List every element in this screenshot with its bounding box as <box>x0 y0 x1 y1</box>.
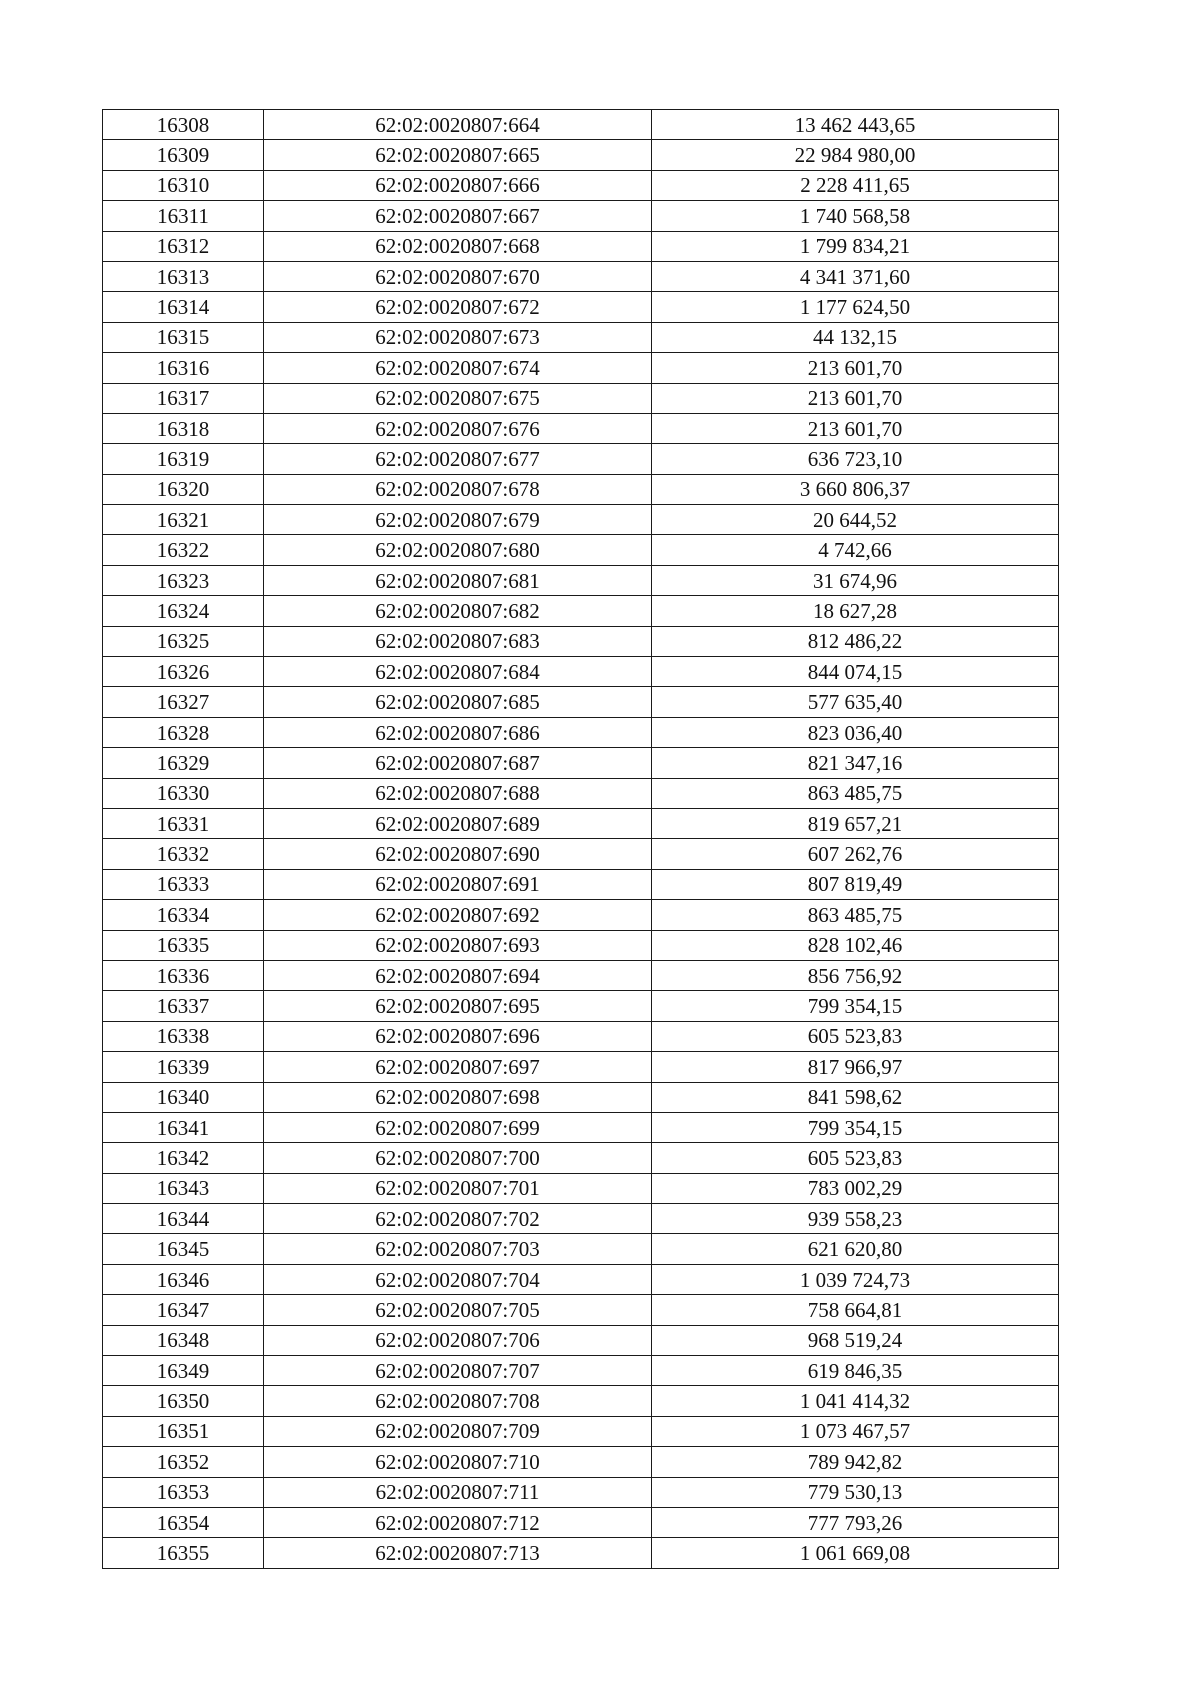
cadastral-value-cell: 31 674,96 <box>652 565 1059 595</box>
row-number-cell: 16337 <box>103 991 264 1021</box>
cadastral-value-cell: 213 601,70 <box>652 353 1059 383</box>
cadastral-number-cell: 62:02:0020807:686 <box>264 717 652 747</box>
cadastral-value-cell: 1 177 624,50 <box>652 292 1059 322</box>
cadastral-number-cell: 62:02:0020807:696 <box>264 1021 652 1051</box>
cadastral-value-cell: 812 486,22 <box>652 626 1059 656</box>
row-number-cell: 16351 <box>103 1416 264 1446</box>
table-row <box>103 505 1059 535</box>
cadastral-number-cell: 62:02:0020807:664 <box>264 110 652 140</box>
cadastral-number-cell: 62:02:0020807:668 <box>264 231 652 261</box>
cadastral-number-cell: 62:02:0020807:704 <box>264 1264 652 1294</box>
row-number-cell: 16346 <box>103 1264 264 1294</box>
cadastral-number-cell: 62:02:0020807:687 <box>264 748 652 778</box>
row-number-cell: 16311 <box>103 201 264 231</box>
table-row <box>103 474 1059 504</box>
cadastral-number-cell: 62:02:0020807:702 <box>264 1204 652 1234</box>
cadastral-value-cell: 605 523,83 <box>652 1143 1059 1173</box>
cadastral-value-cell: 863 485,75 <box>652 900 1059 930</box>
cadastral-value-cell: 856 756,92 <box>652 960 1059 990</box>
row-number-cell: 16328 <box>103 717 264 747</box>
cadastral-value-cell: 636 723,10 <box>652 444 1059 474</box>
table-row <box>103 991 1059 1021</box>
cadastral-value-cell: 807 819,49 <box>652 869 1059 899</box>
cadastral-number-cell: 62:02:0020807:690 <box>264 839 652 869</box>
table-row <box>103 626 1059 656</box>
row-number-cell: 16323 <box>103 565 264 595</box>
table-row <box>103 930 1059 960</box>
cadastral-number-cell: 62:02:0020807:689 <box>264 808 652 838</box>
table-row <box>103 596 1059 626</box>
row-number-cell: 16308 <box>103 110 264 140</box>
table-row <box>103 1477 1059 1507</box>
cadastral-value-cell: 799 354,15 <box>652 1112 1059 1142</box>
cadastral-value-cell: 844 074,15 <box>652 657 1059 687</box>
cadastral-number-cell: 62:02:0020807:698 <box>264 1082 652 1112</box>
table-row <box>103 1143 1059 1173</box>
cadastral-value-cell: 13 462 443,65 <box>652 110 1059 140</box>
cadastral-value-cell: 789 942,82 <box>652 1447 1059 1477</box>
cadastral-number-cell: 62:02:0020807:679 <box>264 505 652 535</box>
table-row <box>103 1021 1059 1051</box>
cadastral-value-cell: 817 966,97 <box>652 1052 1059 1082</box>
cadastral-number-cell: 62:02:0020807:682 <box>264 596 652 626</box>
table-row <box>103 383 1059 413</box>
cadastral-value-cell: 213 601,70 <box>652 383 1059 413</box>
table-row <box>103 1204 1059 1234</box>
table-row <box>103 322 1059 352</box>
cadastral-number-cell: 62:02:0020807:713 <box>264 1538 652 1568</box>
row-number-cell: 16342 <box>103 1143 264 1173</box>
cadastral-number-cell: 62:02:0020807:667 <box>264 201 652 231</box>
row-number-cell: 16334 <box>103 900 264 930</box>
row-number-cell: 16314 <box>103 292 264 322</box>
cadastral-number-cell: 62:02:0020807:683 <box>264 626 652 656</box>
cadastral-number-cell: 62:02:0020807:666 <box>264 170 652 200</box>
row-number-cell: 16318 <box>103 413 264 443</box>
cadastral-number-cell: 62:02:0020807:697 <box>264 1052 652 1082</box>
cadastral-value-cell: 799 354,15 <box>652 991 1059 1021</box>
cadastral-number-cell: 62:02:0020807:676 <box>264 413 652 443</box>
table-row <box>103 1173 1059 1203</box>
table-body <box>103 110 1059 1569</box>
table-row <box>103 717 1059 747</box>
table-row <box>103 535 1059 565</box>
row-number-cell: 16313 <box>103 261 264 291</box>
table-row <box>103 960 1059 990</box>
cadastral-number-cell: 62:02:0020807:665 <box>264 140 652 170</box>
cadastral-number-cell: 62:02:0020807:673 <box>264 322 652 352</box>
cadastral-value-cell: 1 799 834,21 <box>652 231 1059 261</box>
cadastral-value-cell: 20 644,52 <box>652 505 1059 535</box>
row-number-cell: 16336 <box>103 960 264 990</box>
table-row <box>103 869 1059 899</box>
table-row <box>103 565 1059 595</box>
cadastral-number-cell: 62:02:0020807:712 <box>264 1507 652 1537</box>
row-number-cell: 16339 <box>103 1052 264 1082</box>
table-row <box>103 808 1059 838</box>
cadastral-number-cell: 62:02:0020807:705 <box>264 1295 652 1325</box>
cadastral-value-cell: 577 635,40 <box>652 687 1059 717</box>
row-number-cell: 16320 <box>103 474 264 504</box>
cadastral-number-cell: 62:02:0020807:707 <box>264 1356 652 1386</box>
table-row <box>103 1447 1059 1477</box>
cadastral-number-cell: 62:02:0020807:684 <box>264 657 652 687</box>
cadastral-value-cell: 779 530,13 <box>652 1477 1059 1507</box>
cadastral-number-cell: 62:02:0020807:703 <box>264 1234 652 1264</box>
row-number-cell: 16316 <box>103 353 264 383</box>
cadastral-value-cell: 213 601,70 <box>652 413 1059 443</box>
row-number-cell: 16338 <box>103 1021 264 1051</box>
cadastral-value-cell: 619 846,35 <box>652 1356 1059 1386</box>
table-row <box>103 413 1059 443</box>
cadastral-value-cell: 2 228 411,65 <box>652 170 1059 200</box>
cadastral-value-cell: 828 102,46 <box>652 930 1059 960</box>
table-row <box>103 1082 1059 1112</box>
cadastral-value-cell: 18 627,28 <box>652 596 1059 626</box>
row-number-cell: 16315 <box>103 322 264 352</box>
table-row <box>103 140 1059 170</box>
cadastral-number-cell: 62:02:0020807:680 <box>264 535 652 565</box>
row-number-cell: 16312 <box>103 231 264 261</box>
cadastral-number-cell: 62:02:0020807:694 <box>264 960 652 990</box>
row-number-cell: 16331 <box>103 808 264 838</box>
row-number-cell: 16343 <box>103 1173 264 1203</box>
table-row <box>103 201 1059 231</box>
row-number-cell: 16349 <box>103 1356 264 1386</box>
row-number-cell: 16332 <box>103 839 264 869</box>
row-number-cell: 16309 <box>103 140 264 170</box>
row-number-cell: 16352 <box>103 1447 264 1477</box>
table-row <box>103 1386 1059 1416</box>
table-row <box>103 1264 1059 1294</box>
table-row <box>103 900 1059 930</box>
row-number-cell: 16355 <box>103 1538 264 1568</box>
cadastral-number-cell: 62:02:0020807:709 <box>264 1416 652 1446</box>
row-number-cell: 16333 <box>103 869 264 899</box>
table-row <box>103 1112 1059 1142</box>
cadastral-value-cell: 1 041 414,32 <box>652 1386 1059 1416</box>
table-row <box>103 839 1059 869</box>
cadastral-value-cell: 44 132,15 <box>652 322 1059 352</box>
table-row <box>103 657 1059 687</box>
row-number-cell: 16345 <box>103 1234 264 1264</box>
table-row <box>103 1325 1059 1355</box>
cadastral-number-cell: 62:02:0020807:675 <box>264 383 652 413</box>
table-row <box>103 778 1059 808</box>
cadastral-number-cell: 62:02:0020807:672 <box>264 292 652 322</box>
row-number-cell: 16322 <box>103 535 264 565</box>
cadastral-number-cell: 62:02:0020807:706 <box>264 1325 652 1355</box>
table-row <box>103 231 1059 261</box>
row-number-cell: 16347 <box>103 1295 264 1325</box>
cadastral-value-cell: 783 002,29 <box>652 1173 1059 1203</box>
row-number-cell: 16341 <box>103 1112 264 1142</box>
cadastral-value-cell: 968 519,24 <box>652 1325 1059 1355</box>
cadastral-value-cell: 4 742,66 <box>652 535 1059 565</box>
cadastral-number-cell: 62:02:0020807:692 <box>264 900 652 930</box>
cadastral-number-cell: 62:02:0020807:677 <box>264 444 652 474</box>
table-row <box>103 110 1059 140</box>
cadastral-value-cell: 1 740 568,58 <box>652 201 1059 231</box>
cadastral-value-cell: 1 061 669,08 <box>652 1538 1059 1568</box>
cadastral-value-cell: 939 558,23 <box>652 1204 1059 1234</box>
cadastral-number-cell: 62:02:0020807:693 <box>264 930 652 960</box>
row-number-cell: 16317 <box>103 383 264 413</box>
cadastral-number-cell: 62:02:0020807:681 <box>264 565 652 595</box>
cadastral-number-cell: 62:02:0020807:711 <box>264 1477 652 1507</box>
row-number-cell: 16325 <box>103 626 264 656</box>
cadastral-value-cell: 777 793,26 <box>652 1507 1059 1537</box>
table-row <box>103 687 1059 717</box>
cadastral-value-table <box>102 109 1059 1569</box>
row-number-cell: 16350 <box>103 1386 264 1416</box>
cadastral-number-cell: 62:02:0020807:695 <box>264 991 652 1021</box>
table-row <box>103 170 1059 200</box>
cadastral-value-cell: 1 073 467,57 <box>652 1416 1059 1446</box>
row-number-cell: 16326 <box>103 657 264 687</box>
row-number-cell: 16354 <box>103 1507 264 1537</box>
cadastral-number-cell: 62:02:0020807:685 <box>264 687 652 717</box>
cadastral-number-cell: 62:02:0020807:674 <box>264 353 652 383</box>
table-row <box>103 353 1059 383</box>
cadastral-value-cell: 758 664,81 <box>652 1295 1059 1325</box>
row-number-cell: 16353 <box>103 1477 264 1507</box>
table-row <box>103 292 1059 322</box>
cadastral-value-cell: 607 262,76 <box>652 839 1059 869</box>
row-number-cell: 16330 <box>103 778 264 808</box>
cadastral-number-cell: 62:02:0020807:699 <box>264 1112 652 1142</box>
cadastral-number-cell: 62:02:0020807:708 <box>264 1386 652 1416</box>
table-row <box>103 1356 1059 1386</box>
cadastral-value-cell: 821 347,16 <box>652 748 1059 778</box>
cadastral-value-cell: 621 620,80 <box>652 1234 1059 1264</box>
row-number-cell: 16348 <box>103 1325 264 1355</box>
cadastral-number-cell: 62:02:0020807:701 <box>264 1173 652 1203</box>
cadastral-value-cell: 4 341 371,60 <box>652 261 1059 291</box>
table-row <box>103 444 1059 474</box>
table-row <box>103 1052 1059 1082</box>
cadastral-number-cell: 62:02:0020807:678 <box>264 474 652 504</box>
cadastral-number-cell: 62:02:0020807:688 <box>264 778 652 808</box>
cadastral-number-cell: 62:02:0020807:710 <box>264 1447 652 1477</box>
row-number-cell: 16344 <box>103 1204 264 1234</box>
row-number-cell: 16335 <box>103 930 264 960</box>
row-number-cell: 16329 <box>103 748 264 778</box>
cadastral-value-cell: 22 984 980,00 <box>652 140 1059 170</box>
row-number-cell: 16321 <box>103 505 264 535</box>
cadastral-number-cell: 62:02:0020807:670 <box>264 261 652 291</box>
cadastral-number-cell: 62:02:0020807:700 <box>264 1143 652 1173</box>
row-number-cell: 16319 <box>103 444 264 474</box>
row-number-cell: 16310 <box>103 170 264 200</box>
cadastral-value-cell: 1 039 724,73 <box>652 1264 1059 1294</box>
row-number-cell: 16324 <box>103 596 264 626</box>
table-row <box>103 261 1059 291</box>
cadastral-value-cell: 3 660 806,37 <box>652 474 1059 504</box>
row-number-cell: 16340 <box>103 1082 264 1112</box>
table-row <box>103 1234 1059 1264</box>
cadastral-value-cell: 605 523,83 <box>652 1021 1059 1051</box>
cadastral-number-cell: 62:02:0020807:691 <box>264 869 652 899</box>
cadastral-value-cell: 841 598,62 <box>652 1082 1059 1112</box>
cadastral-value-cell: 823 036,40 <box>652 717 1059 747</box>
table-row <box>103 748 1059 778</box>
cadastral-value-cell: 863 485,75 <box>652 778 1059 808</box>
table-row <box>103 1507 1059 1537</box>
cadastral-value-cell: 819 657,21 <box>652 808 1059 838</box>
table-row <box>103 1295 1059 1325</box>
table-row <box>103 1538 1059 1568</box>
table-row <box>103 1416 1059 1446</box>
row-number-cell: 16327 <box>103 687 264 717</box>
